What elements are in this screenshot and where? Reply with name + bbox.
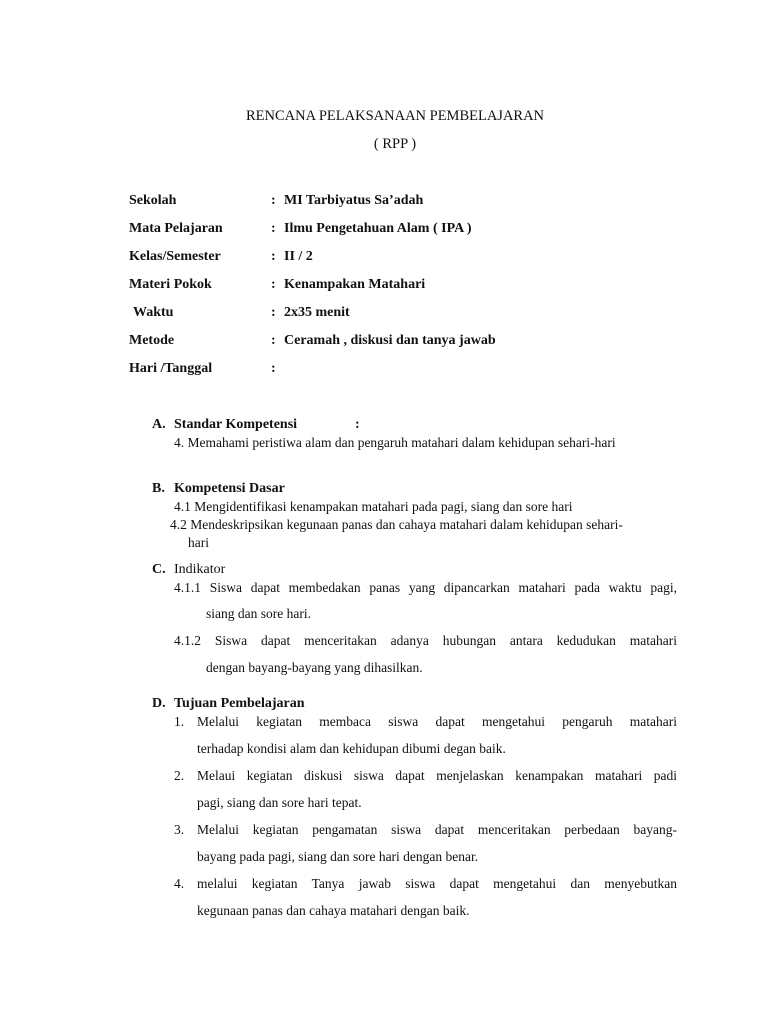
document-title: RENCANA PELAKSANAAN PEMBELAJARAN [245,108,545,124]
list-number: 2. [174,768,185,783]
goal-line: Melalui kegiatan membaca siswa dapat mengetahui pengaruh matahari [197,714,677,729]
list-number: 1. [174,714,185,729]
section-letter: D. [152,696,166,711]
section-title: Tujuan Pembelajaran [174,696,305,711]
section-item: 4.2 Mendeskripsikan kegunaan panas dan cahaya matahari dalam kehidupan sehari- [170,517,623,532]
info-label-metode: Metode [129,333,175,348]
goal-line-continuation: terhadap kondisi alam dan kehidupan dibumi degan baik. [197,741,506,756]
info-colon: : [271,249,276,264]
section-colon: : [355,417,360,432]
section-title: Kompetensi Dasar [174,481,285,496]
indicator-line: 4.1.1 Siswa dapat membedakan panas yang dipancarkan matahari pada waktu pagi, [174,580,677,595]
indicator-line-continuation: siang dan sore hari. [206,606,311,621]
goal-line-continuation: pagi, siang dan sore hari tepat. [197,795,362,810]
info-label-sekolah: Sekolah [129,193,177,208]
info-value-mata-pelajaran: Ilmu Pengetahuan Alam ( IPA ) [284,221,472,236]
goal-line: Melaui kegiatan diskusi siswa dapat menjelaskan kenampakan matahari padi [197,768,677,783]
section-item: 4.1 Mengidentifikasi kenampakan matahari pada pagi, siang dan sore hari [174,499,573,514]
info-label-kelas-semester: Kelas/Semester [129,249,221,264]
section-letter: C. [152,562,166,577]
section-letter: A. [152,417,166,432]
info-colon: : [271,333,276,348]
goal-line: melalui kegiatan Tanya jawab siswa dapat mengetahui dan menyebutkan [197,876,677,891]
list-number: 4. [174,876,185,891]
info-label-hari-tanggal: Hari /Tanggal [129,361,213,376]
info-value-sekolah: MI Tarbiyatus Sa’adah [284,193,424,208]
section-letter: B. [152,481,165,496]
section-title: Standar Kompetensi [174,417,298,432]
section-title: Indikator [174,562,226,577]
info-colon: : [271,193,276,208]
info-colon: : [271,277,276,292]
info-label-materi-pokok: Materi Pokok [129,277,212,292]
goal-line-continuation: kegunaan panas dan cahaya matahari dengan baik. [197,903,470,918]
document-subtitle: ( RPP ) [373,136,417,152]
list-number: 3. [174,822,185,837]
info-colon: : [271,221,276,236]
section-item-continuation: hari [188,535,209,550]
info-label-mata-pelajaran: Mata Pelajaran [129,221,223,236]
goal-line-continuation: bayang pada pagi, siang dan sore hari dengan benar. [197,849,479,864]
info-value-metode: Ceramah , diskusi dan tanya jawab [284,333,496,348]
info-value-materi-pokok: Kenampakan Matahari [284,277,426,292]
section-item: 4. Memahami peristiwa alam dan pengaruh matahari dalam kehidupan sehari-hari [174,435,616,450]
info-value-waktu: 2x35 menit [284,305,350,320]
info-value-kelas-semester: II / 2 [284,249,313,264]
info-colon: : [271,305,276,320]
info-colon: : [271,361,276,376]
indicator-line-continuation: dengan bayang-bayang yang dihasilkan. [206,660,423,675]
info-label-waktu: Waktu [133,305,174,320]
indicator-line: 4.1.2 Siswa dapat menceritakan adanya hubungan antara kedudukan matahari [174,633,677,648]
goal-line: Melalui kegiatan pengamatan siswa dapat menceritakan perbedaan bayang- [197,822,677,837]
